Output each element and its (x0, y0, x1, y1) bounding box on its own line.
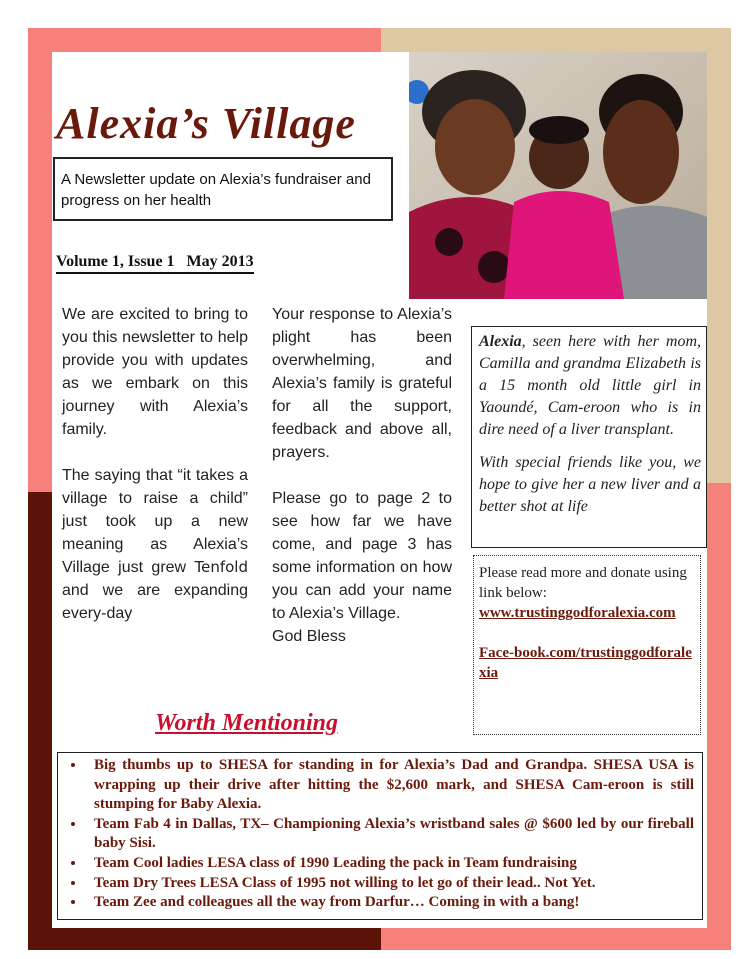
donate-box (473, 555, 701, 735)
intro-paragraph: We are excited to bring to you this newsletter to help provide you with updates as we embark on this journey with Alexia’s family. (62, 306, 248, 438)
photo-caption-box (471, 326, 707, 548)
worth-mentioning-box (57, 752, 703, 920)
village-text-start: The saying that “it takes a village to raise a child” just took up a new meaning as Alexia’s Village just grew (62, 467, 248, 576)
family-photo (409, 52, 707, 299)
donate-intro: Please read more and donate using link below: (479, 565, 687, 601)
village-text-end: and we are expanding every-day (62, 582, 248, 622)
village-paragraph (62, 464, 248, 625)
donate-website-link[interactable]: www.trustinggodforalexia.com (479, 605, 676, 621)
volume-issue-date: Volume 1, Issue 1 May 2013 (56, 253, 254, 274)
worth-mentioning-heading: Worth Mentioning (155, 710, 338, 736)
list-item: • Team Fab 4 in Dallas, TX– Championing Alexia’s wristband sales @ $600 led by our fireball baby Sisi. (86, 815, 694, 854)
list-item: • Team Zee and colleagues all the way from Darfur… Coming in with a bang! (86, 893, 694, 913)
pages-paragraph: Please go to page 2 to see how far we have come, and page 3 has some information on how you can add your name to Alexia’s Village. (272, 490, 452, 622)
article-column-1 (62, 303, 248, 648)
mentions-list (68, 756, 694, 913)
tenfold-text: Tenfold (194, 558, 248, 576)
subtitle-box (53, 157, 393, 221)
list-item: • Team Dry Trees LESA Class of 1995 not willing to let go of their lead.. Not Yet. (86, 874, 694, 894)
caption-hope: With special friends like you, we hope to give her a new liver and a better shot at life (479, 454, 701, 515)
list-item: • Big thumbs up to SHESA for standing in for Alexia’s Dad and Grandpa. SHESA USA is wrapping up their drive after hitting the $2,600 mark, and SHESA Cam-eroon is still stumping for Baby Alexia. (86, 756, 694, 815)
caption-paragraph (479, 331, 701, 441)
caption-name: Alexia (479, 333, 522, 350)
caption-text: , seen here with her mom, Camilla and grandma Elizabeth is a 15 month old little girl in Yaoundé, Cam-eroon who is in dire need of a liver transplant. (479, 333, 701, 438)
subtitle-text: A Newsletter update on Alexia’s fundraiser and progress on her health (61, 171, 371, 209)
list-item: • Team Cool ladies LESA class of 1990 Leading the pack in Team fundraising (86, 854, 694, 874)
article-column-2 (272, 303, 452, 648)
sign-off: God Bless (272, 628, 346, 645)
newsletter-title: Alexia’s Village (56, 99, 356, 148)
facebook-link[interactable]: Face-book.com/trustinggodforalexia (479, 645, 692, 681)
response-paragraph: Your response to Alexia’s plight has been overwhelming, and Alexia’s family is grateful for all the support, feedback and above all, prayers. (272, 306, 452, 461)
